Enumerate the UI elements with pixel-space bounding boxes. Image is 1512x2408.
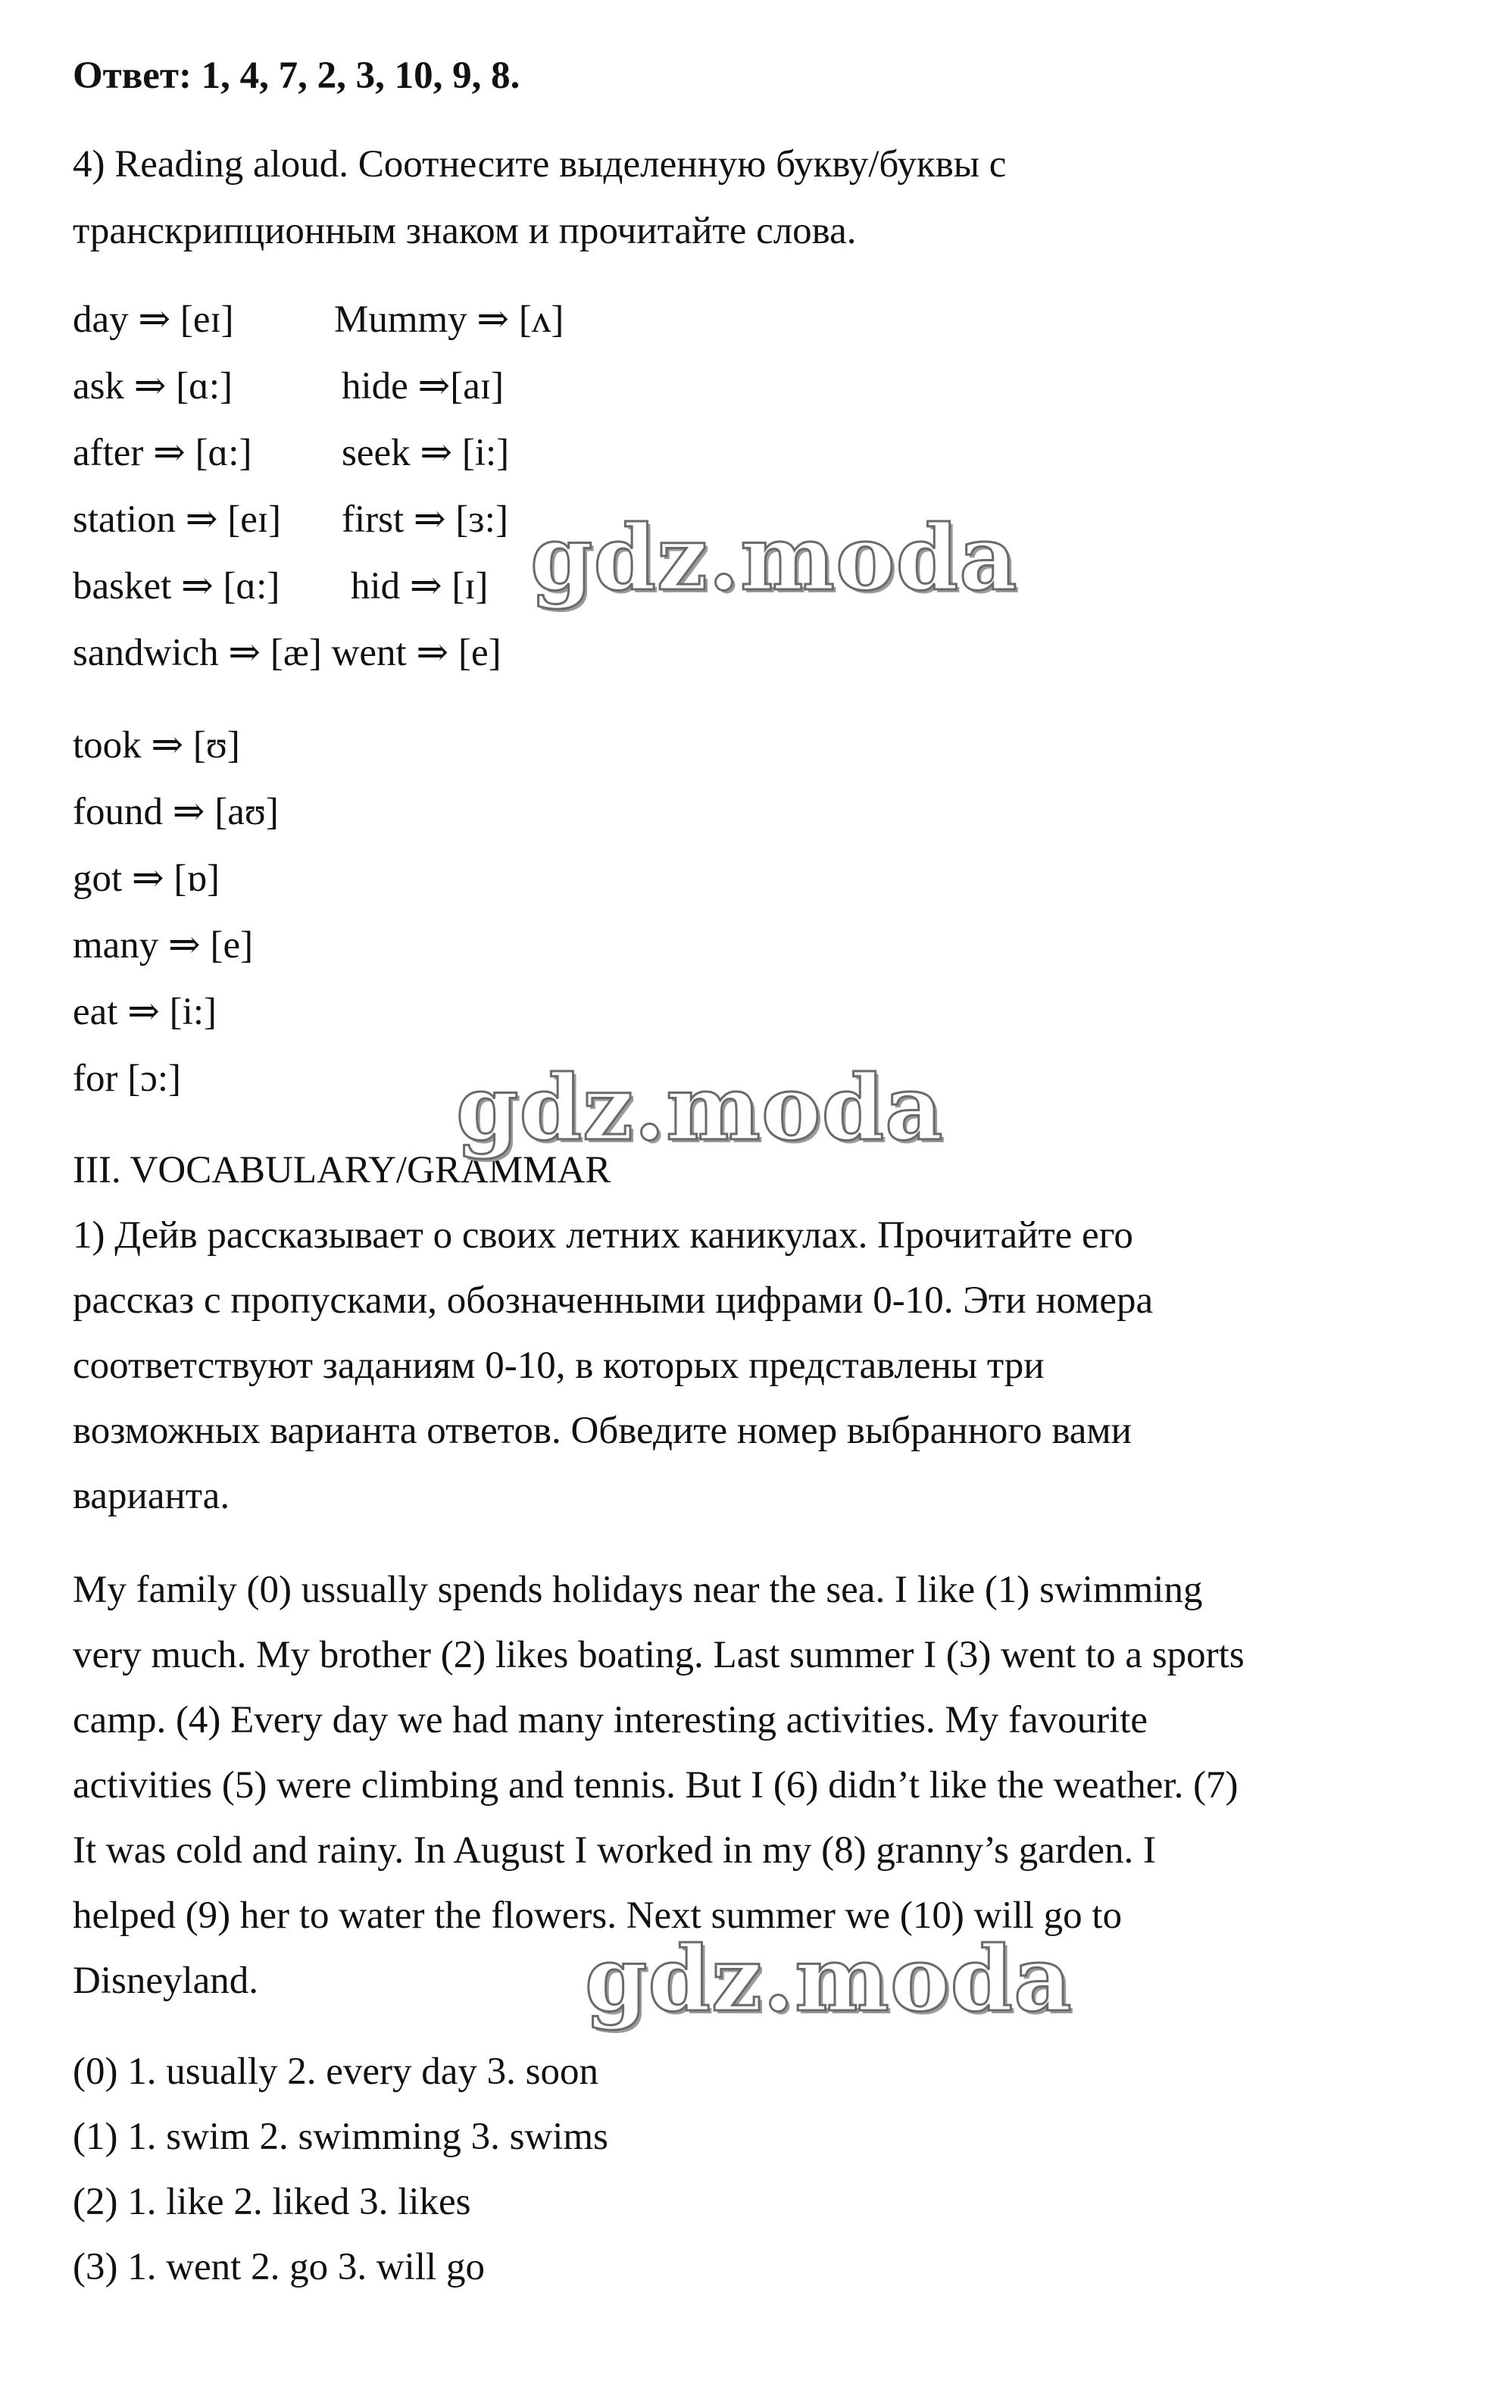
story-line: Disneyland. — [73, 1960, 259, 2002]
task1-text-line: варианта. — [73, 1475, 230, 1517]
word-pair-left: sandwich ⇒ [æ] went ⇒ [e] — [73, 632, 501, 674]
answer-option: (1) 1. swim 2. swimming 3. swims — [73, 2116, 608, 2158]
word-pair-right: hide ⇒[aɪ] — [342, 365, 505, 408]
word-pair-left: day ⇒ [eɪ] — [73, 298, 234, 341]
word-item: many ⇒ [e] — [73, 924, 254, 967]
task4-heading-line2: транскрипционным знаком и прочитайте слова. — [73, 210, 857, 252]
answer-option: (2) 1. like 2. liked 3. likes — [73, 2181, 471, 2223]
task1-text-line: рассказ с пропусками, обозначенными цифрами 0-10. Эти номера — [73, 1279, 1154, 1322]
watermark-logo: gdz.moda — [456, 1055, 944, 1160]
story-line: very much. My brother (2) likes boating. Last summer I (3) went to a sports — [73, 1634, 1245, 1676]
word-pair-right: first ⇒ [ɜ:] — [342, 498, 508, 541]
section-title: III. VOCABULARY/GRAMMAR — [73, 1149, 611, 1192]
task1-text-line: 1) Дейв рассказывает о своих летних каникулах. Прочитайте его — [73, 1214, 1133, 1257]
story-line: camp. (4) Every day we had many interesting activities. My favourite — [73, 1699, 1148, 1741]
word-pair-right: hid ⇒ [ɪ] — [351, 565, 489, 607]
word-pair-left: after ⇒ [ɑ:] — [73, 432, 252, 474]
word-item: found ⇒ [aʊ] — [73, 791, 279, 833]
answer-option: (3) 1. went 2. go 3. will go — [73, 2246, 485, 2288]
task1-text-line: возможных варианта ответов. Обведите номер выбранного вами — [73, 1410, 1132, 1452]
watermark-logo: gdz.moda — [530, 505, 1018, 611]
story-line: My family (0) ussually spends holidays near the sea. I like (1) swimming — [73, 1569, 1203, 1611]
word-pair-left: ask ⇒ [ɑ:] — [73, 365, 233, 408]
word-pair-left: station ⇒ [eɪ] — [73, 498, 281, 541]
story-line: It was cold and rainy. In August I worked in my (8) granny’s garden. I — [73, 1829, 1157, 1872]
task4-heading-line1: 4) Reading aloud. Соотнесите выделенную букву/буквы с — [73, 143, 1007, 186]
word-item: for [ɔ:] — [73, 1057, 181, 1100]
word-pair-right: seek ⇒ [i:] — [342, 432, 510, 474]
task1-text-line: соответствуют заданиям 0-10, в которых представлены три — [73, 1345, 1045, 1387]
word-item: got ⇒ [ɒ] — [73, 857, 220, 900]
answer-option: (0) 1. usually 2. every day 3. soon — [73, 2050, 599, 2093]
word-pair-left: basket ⇒ [ɑ:] — [73, 565, 280, 607]
answer-line: Ответ: 1, 4, 7, 2, 3, 10, 9, 8. — [73, 55, 520, 97]
word-pair-right: Mummy ⇒ [ʌ] — [334, 298, 564, 341]
story-line: helped (9) her to water the flowers. Next summer we (10) will go to — [73, 1894, 1123, 1937]
word-item: eat ⇒ [i:] — [73, 991, 217, 1033]
story-line: activities (5) were climbing and tennis. But I (6) didn’t like the weather. (7) — [73, 1764, 1239, 1807]
word-item: took ⇒ [ʊ] — [73, 724, 240, 767]
watermark-logo: gdz.moda — [585, 1926, 1073, 2032]
